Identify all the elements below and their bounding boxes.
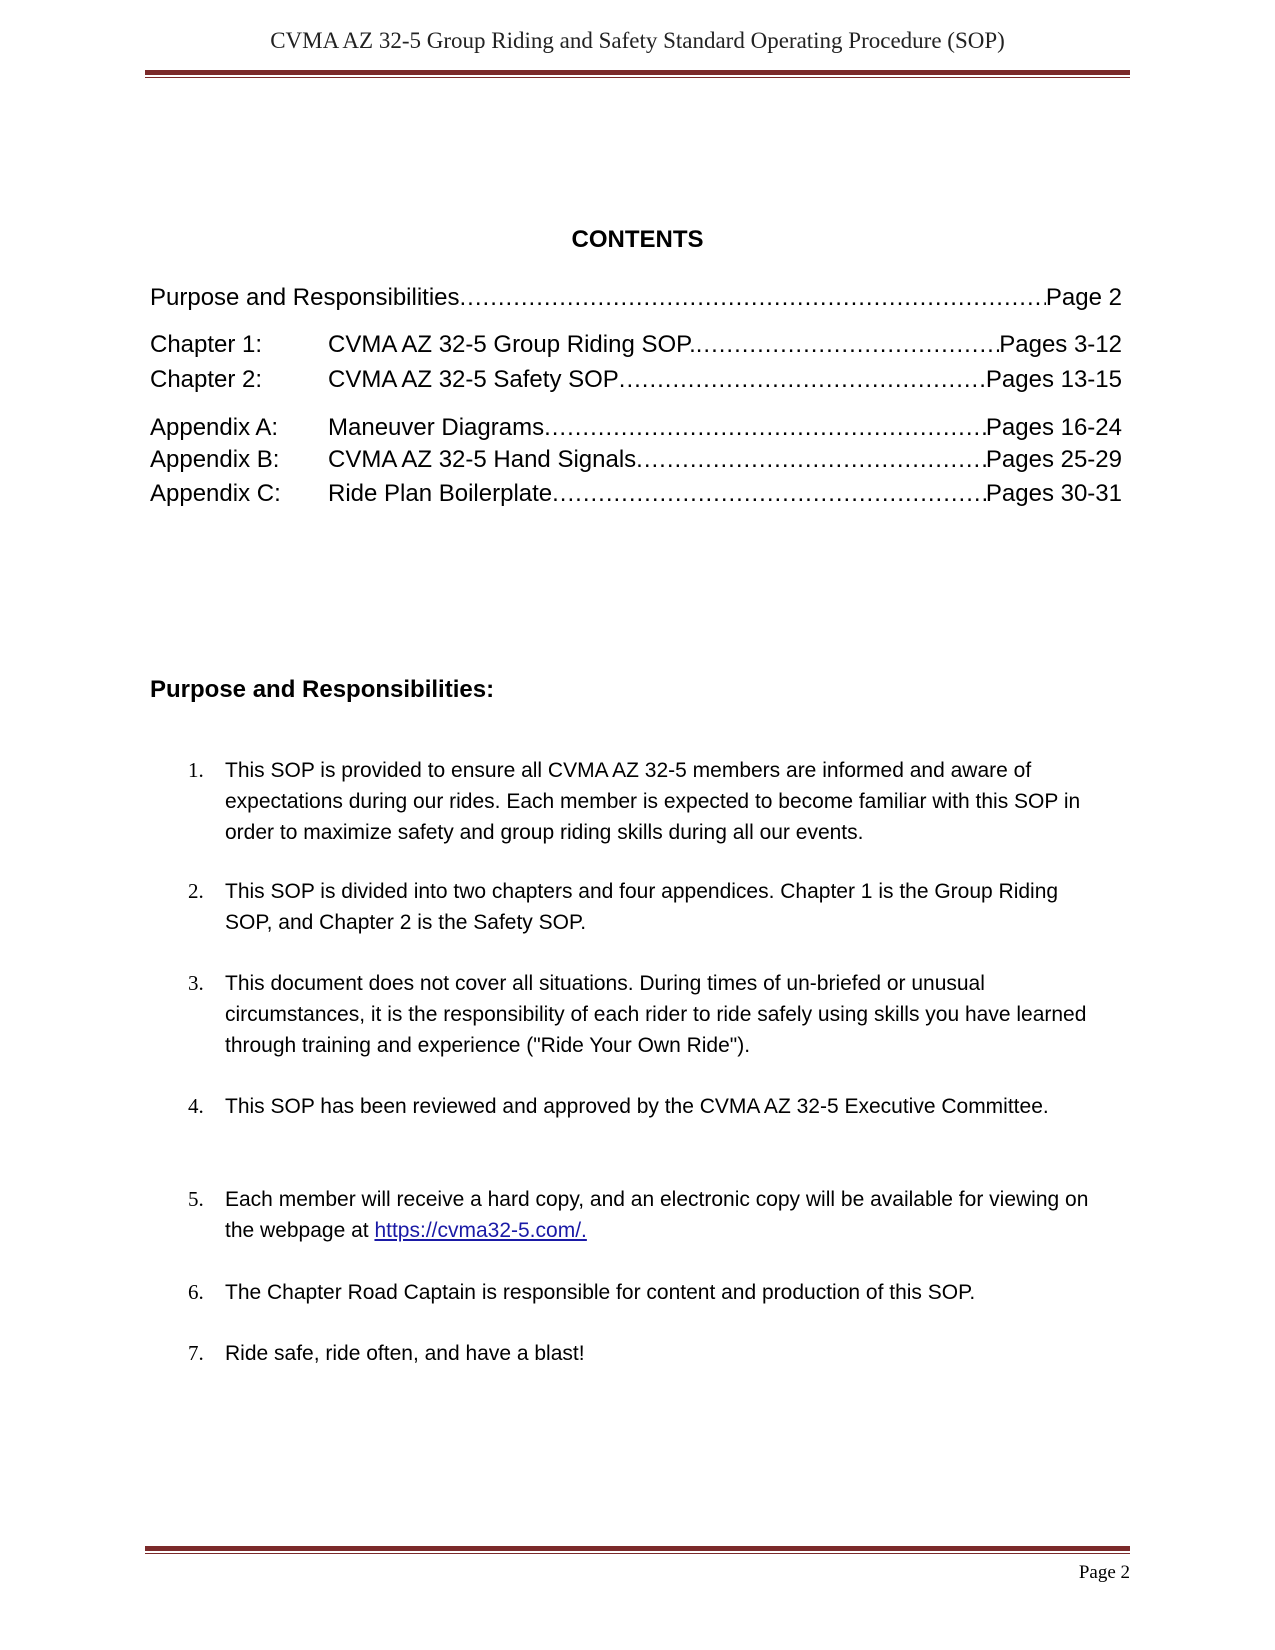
list-number: 4. — [188, 1094, 204, 1118]
list-number: 2. — [188, 879, 204, 903]
list-text: This SOP is provided to ensure all CVMA AZ 32-5 members are informed and aware of expectations during our rides. Each member is expected to become familiar with this SOP in order to maximize safety and group riding skills during all our events. — [225, 759, 1081, 844]
list-text-prefix: Each member will receive a hard copy, and an electronic copy will be available for viewing on the webpage at — [225, 1188, 1089, 1242]
header-rule — [145, 70, 1130, 78]
toc-title: CVMA AZ 32-5 Hand Signals — [328, 446, 637, 473]
page-number: Page 2 — [1078, 1562, 1130, 1583]
toc-page: Pages 25-29 — [985, 446, 1122, 473]
toc-label: Chapter 2: — [150, 366, 263, 393]
toc-page: Pages 30-31 — [985, 480, 1122, 507]
toc-entry — [150, 480, 1122, 508]
list-text: Ride safe, ride often, and have a blast! — [225, 1342, 585, 1365]
list-text — [225, 1184, 1108, 1246]
list-item — [188, 876, 1108, 938]
list-item — [188, 968, 1108, 1061]
toc-title: CVMA AZ 32-5 Group Riding SOP. — [328, 331, 696, 358]
running-header: CVMA AZ 32-5 Group Riding and Safety Standard Operating Procedure (SOP) — [270, 28, 1005, 53]
toc-page: Pages 3-12 — [999, 331, 1122, 358]
list-number: 1. — [188, 758, 204, 782]
list-text: The Chapter Road Captain is responsible for content and production of this SOP. — [225, 1281, 976, 1304]
list-item — [188, 1277, 1108, 1308]
list-number: 7. — [188, 1341, 204, 1365]
list-number: 6. — [188, 1280, 204, 1304]
list-number: 3. — [188, 971, 204, 995]
toc-label: Chapter 1: — [150, 331, 263, 358]
list-item — [188, 755, 1108, 848]
contents-heading: CONTENTS — [571, 226, 704, 253]
toc-label: Appendix C: — [150, 480, 281, 507]
list-text: This SOP is divided into two chapters and four appendices. Chapter 1 is the Group Riding SOP, and Chapter 2 is the Safety SOP. — [225, 880, 1059, 934]
footer-rule — [145, 1546, 1130, 1554]
toc-title: Ride Plan Boilerplate — [328, 480, 553, 507]
toc-entry — [150, 446, 1122, 474]
toc-title: Purpose and Responsibilities — [150, 284, 460, 311]
toc-title: Maneuver Diagrams — [328, 414, 545, 441]
toc-page: Page 2 — [1045, 284, 1122, 311]
toc-entry — [150, 284, 1122, 312]
list-number: 5. — [188, 1187, 204, 1211]
toc-leader — [460, 284, 1046, 312]
website-link[interactable]: https://cvma32-5.com/. — [374, 1219, 587, 1242]
toc-leader — [552, 480, 986, 508]
toc-leader — [619, 366, 986, 394]
toc-page: Pages 16-24 — [985, 414, 1122, 441]
list-text: This document does not cover all situations. During times of un-briefed or unusual circumstances, it is the responsibility of each rider to ride safely using skills you have learned through training and experience ("Ride Your Own Ride"). — [225, 972, 1087, 1057]
list-text: This SOP has been reviewed and approved by the CVMA AZ 32-5 Executive Committee. — [225, 1095, 1049, 1118]
toc-entry — [150, 331, 1122, 359]
toc-page: Pages 13-15 — [985, 366, 1122, 393]
toc-leader — [696, 331, 1000, 359]
toc-label: Appendix A: — [150, 414, 279, 441]
list-item — [188, 1338, 1108, 1369]
toc-entry — [150, 366, 1122, 394]
toc-leader — [544, 414, 986, 442]
toc-entry — [150, 414, 1122, 442]
list-item — [188, 1091, 1108, 1122]
list-item — [188, 1184, 1108, 1246]
toc-leader — [636, 446, 986, 474]
toc-label: Appendix B: — [150, 446, 280, 473]
toc-title: CVMA AZ 32-5 Safety SOP — [328, 366, 619, 393]
section-heading: Purpose and Responsibilities: — [150, 676, 495, 703]
